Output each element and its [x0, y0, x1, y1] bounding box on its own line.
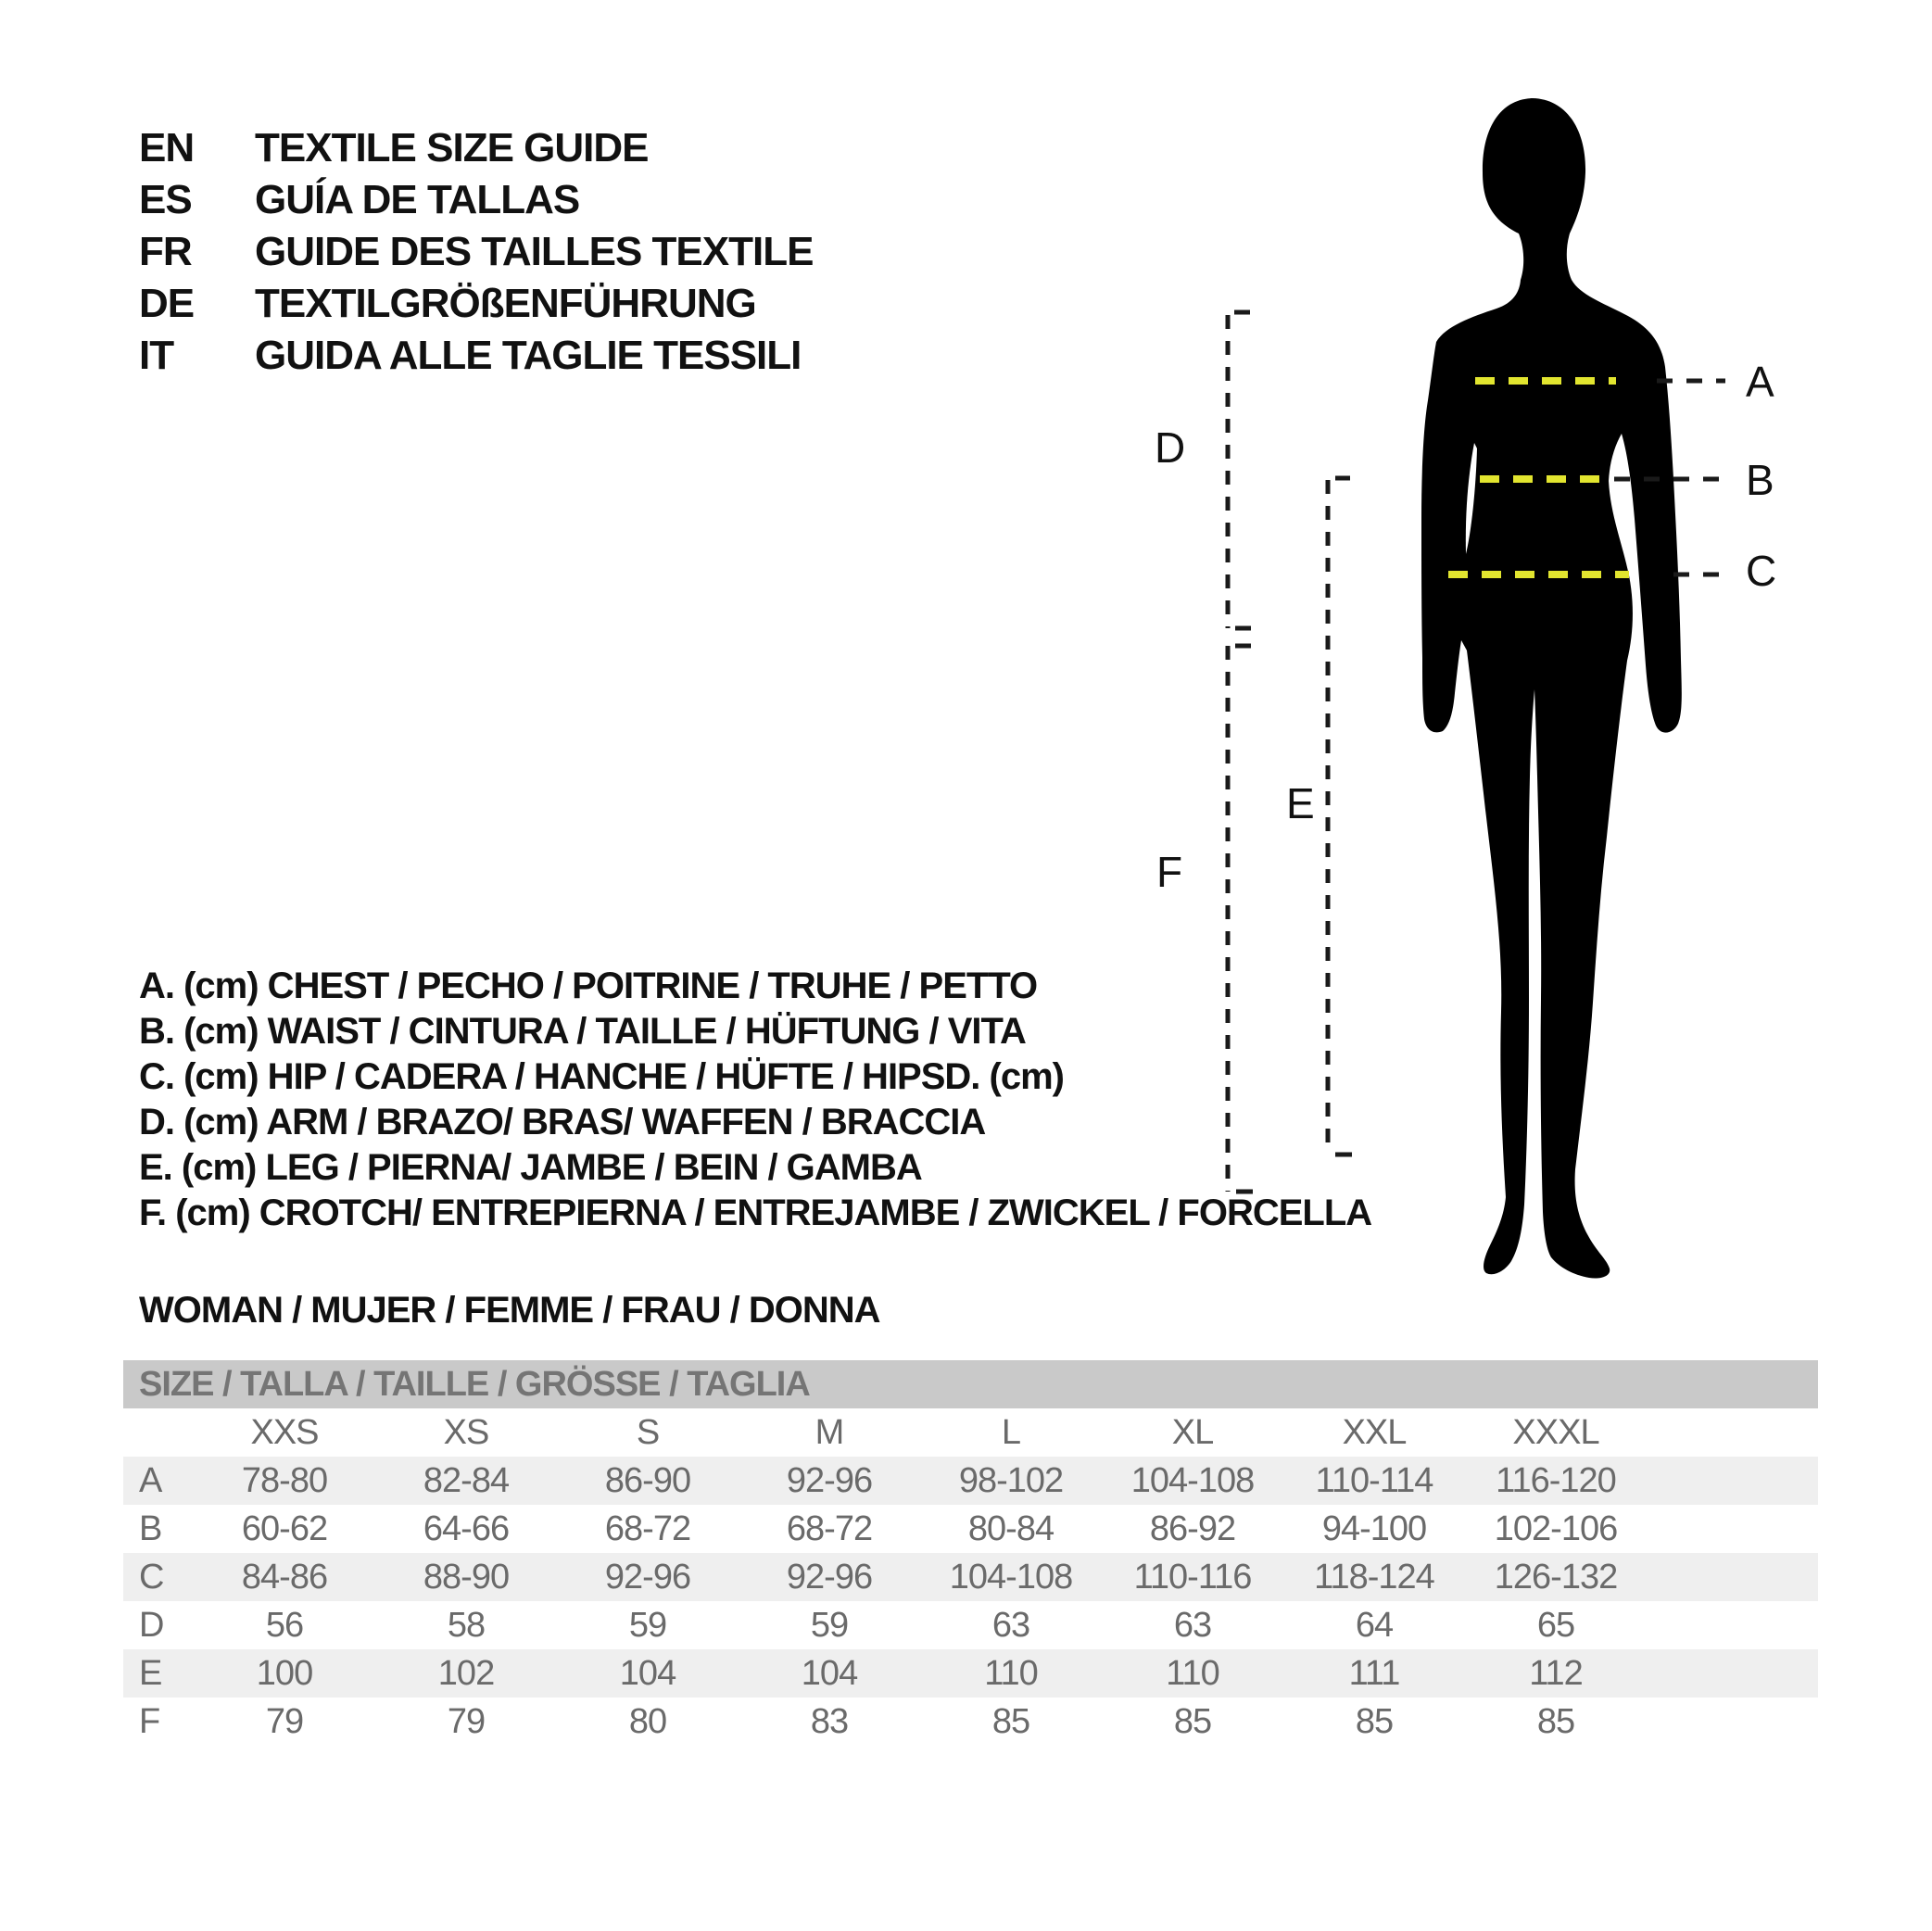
crotch-label: F: [1156, 848, 1182, 896]
measurement-description: C. (cm) HIP / CADERA / HANCHE / HÜFTE / HIPSD. (cm): [139, 1056, 1064, 1097]
table-cell: 84-86: [241, 1558, 328, 1597]
table-cell: 100: [256, 1654, 313, 1693]
language-row: [139, 330, 813, 382]
size-column-header: XS: [443, 1413, 489, 1452]
table-cell: 63: [991, 1606, 1030, 1645]
table-cell: 83: [810, 1702, 849, 1741]
size-column-header: S: [636, 1413, 660, 1452]
size-column-header: XXS: [250, 1413, 319, 1452]
table-cell: 79: [265, 1702, 304, 1741]
guide-title: TEXTILGRÖßENFÜHRUNG: [255, 281, 756, 326]
table-cell: 104: [801, 1654, 858, 1693]
arm-label: D: [1155, 423, 1185, 472]
measurement-description: B. (cm) WAIST / CINTURA / TAILLE / HÜFTUNG / VITA: [139, 1011, 1026, 1052]
size-column-header: XL: [1171, 1413, 1214, 1452]
table-cell: 104-108: [1130, 1461, 1255, 1500]
table-cell: 85: [1355, 1702, 1394, 1741]
table-cell: 68-72: [786, 1509, 873, 1548]
table-cell: 92-96: [786, 1461, 873, 1500]
table-cell: 85: [1536, 1702, 1575, 1741]
table-cell: 110-116: [1133, 1558, 1252, 1597]
row-label: F: [139, 1702, 160, 1741]
table-row: [123, 1601, 1818, 1649]
measurement-description: D. (cm) ARM / BRAZO/ BRAS/ WAFFEN / BRACCIA: [139, 1102, 986, 1142]
row-label: B: [139, 1509, 162, 1548]
table-cell: 111: [1348, 1654, 1400, 1693]
table-cell: 118-124: [1314, 1558, 1434, 1597]
language-code: DE: [139, 281, 195, 326]
table-cell: 68-72: [604, 1509, 691, 1548]
table-cell: 92-96: [604, 1558, 691, 1597]
guide-title: GUIDE DES TAILLES TEXTILE: [255, 229, 814, 274]
waist-label: B: [1746, 456, 1774, 504]
table-cell: 92-96: [786, 1558, 873, 1597]
table-cell: 104-108: [949, 1558, 1073, 1597]
language-code: FR: [139, 229, 192, 274]
table-cell: 85: [1173, 1702, 1212, 1741]
table-cell: 58: [447, 1606, 486, 1645]
chest-label: A: [1746, 358, 1774, 406]
table-cell: 80: [628, 1702, 667, 1741]
row-label: C: [139, 1558, 164, 1597]
table-cell: 60-62: [241, 1509, 328, 1548]
size-table-header-bar: SIZE / TALLA / TAILLE / GRÖSSE / TAGLIA: [123, 1360, 1818, 1408]
table-cell: 82-84: [423, 1461, 510, 1500]
hip-label: C: [1746, 547, 1776, 595]
table-cell: 102-106: [1494, 1509, 1618, 1548]
table-cell: 104: [619, 1654, 676, 1693]
table-cell: 65: [1536, 1606, 1575, 1645]
language-code: EN: [139, 125, 195, 170]
table-row: [123, 1698, 1818, 1746]
measurement-description: F. (cm) CROTCH/ ENTREPIERNA / ENTREJAMBE / ZWICKEL / FORCELLA: [139, 1193, 1372, 1233]
row-label: E: [139, 1654, 162, 1693]
table-cell: 80-84: [967, 1509, 1054, 1548]
table-cell: 112: [1529, 1654, 1583, 1693]
size-column-header: XXL: [1342, 1413, 1407, 1452]
table-cell: 110-114: [1315, 1461, 1433, 1500]
table-cell: 59: [810, 1606, 849, 1645]
woman-silhouette: [1421, 98, 1682, 1279]
table-cell: 64-66: [423, 1509, 510, 1548]
size-header-row: [123, 1408, 1818, 1457]
table-row: [123, 1505, 1818, 1553]
language-code: IT: [139, 333, 174, 378]
table-cell: 59: [628, 1606, 667, 1645]
measurement-descriptions: [139, 964, 1371, 1236]
table-cell: 102: [437, 1654, 495, 1693]
table-cell: 110: [1166, 1654, 1219, 1693]
table-cell: 63: [1173, 1606, 1212, 1645]
language-code: ES: [139, 177, 192, 222]
size-column-header: M: [814, 1413, 844, 1452]
table-cell: 56: [265, 1606, 304, 1645]
leg-label: E: [1286, 779, 1314, 827]
table-cell: 86-92: [1149, 1509, 1236, 1548]
measurement-description: E. (cm) LEG / PIERNA/ JAMBE / BEIN / GAMBA: [139, 1147, 922, 1188]
table-body: [123, 1457, 1818, 1746]
size-column-header: L: [1001, 1413, 1021, 1452]
table-cell: 110: [984, 1654, 1038, 1693]
size-table: [123, 1360, 1818, 1746]
size-header-spacer: [123, 1408, 194, 1457]
guide-title: TEXTILE SIZE GUIDE: [255, 125, 649, 170]
table-cell: 86-90: [604, 1461, 691, 1500]
table-cell: 126-132: [1494, 1558, 1618, 1597]
table-cell: 116-120: [1496, 1461, 1616, 1500]
table-row: [123, 1649, 1818, 1698]
table-row: [123, 1457, 1818, 1505]
table-cell: 94-100: [1321, 1509, 1427, 1548]
gender-heading: WOMAN / MUJER / FEMME / FRAU / DONNA: [139, 1290, 880, 1331]
language-row: [139, 226, 813, 278]
table-cell: 64: [1355, 1606, 1394, 1645]
guide-title: GUIDA ALLE TAGLIE TESSILI: [255, 333, 802, 378]
table-cell: 88-90: [423, 1558, 510, 1597]
table-row: [123, 1553, 1818, 1601]
table-cell: 79: [447, 1702, 486, 1741]
language-row: [139, 122, 813, 174]
row-label: D: [139, 1606, 164, 1645]
guide-title: GUÍA DE TALLAS: [255, 177, 580, 222]
table-cell: 78-80: [241, 1461, 328, 1500]
measurement-description: A. (cm) CHEST / PECHO / POITRINE / TRUHE / PETTO: [139, 966, 1038, 1006]
language-heading-block: [139, 122, 813, 382]
language-row: [139, 174, 813, 226]
language-row: [139, 278, 813, 330]
size-column-header: XXXL: [1512, 1413, 1599, 1452]
row-label: A: [139, 1461, 162, 1500]
table-cell: 85: [991, 1702, 1030, 1741]
table-cell: 98-102: [958, 1461, 1064, 1500]
